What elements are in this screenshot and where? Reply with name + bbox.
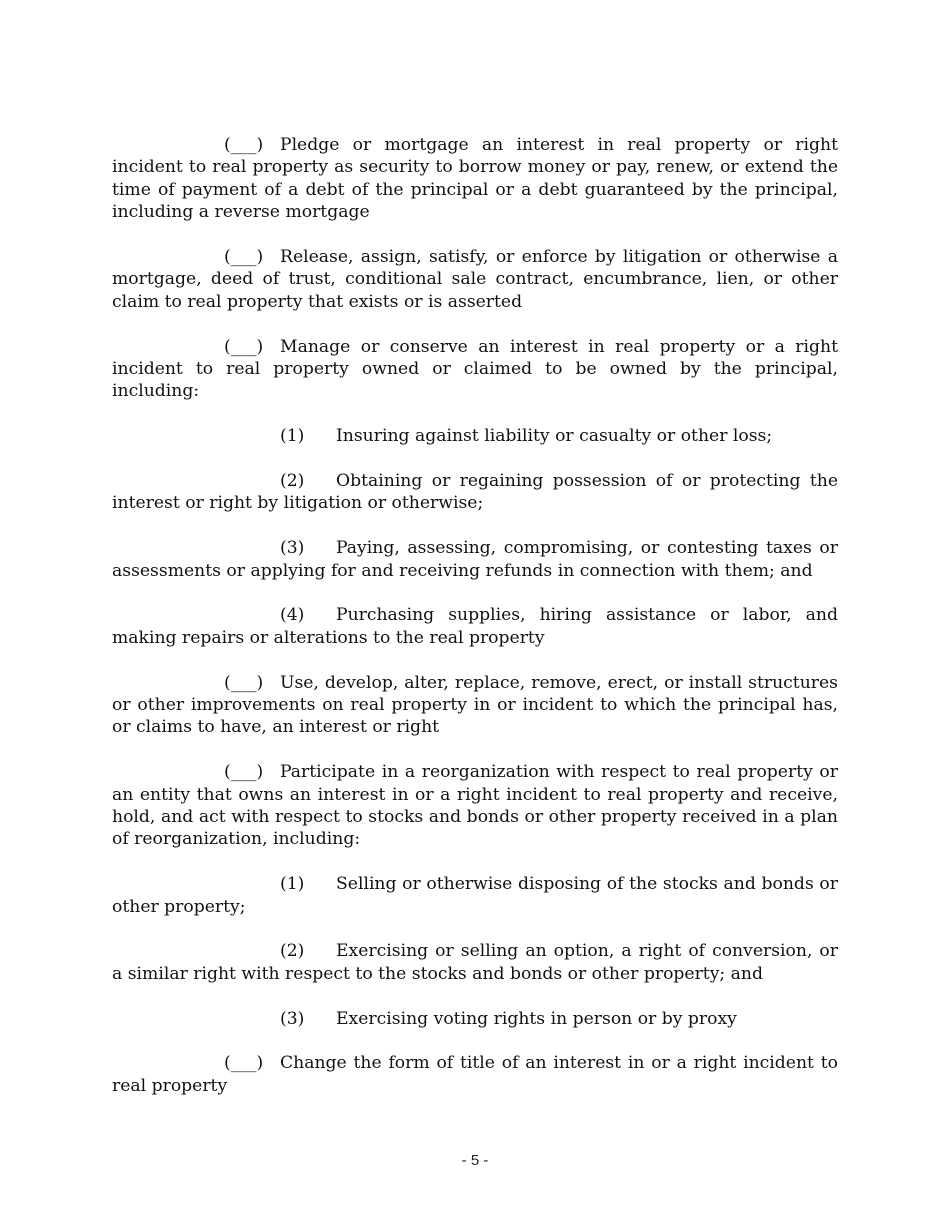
initial-blank[interactable]: (___) — [224, 1053, 264, 1074]
power-item-pledge-mortgage — [112, 134, 838, 224]
power-item-reorganization — [112, 761, 838, 851]
initial-blank[interactable]: (___) — [224, 336, 264, 357]
sub-item-number: (3) — [280, 538, 305, 559]
item-text: Release, assign, satisfy, or enforce by litigation or otherwise a mortgage, deed of trust, conditional sale contract, encumbrance, lien, or other claim to real property that exists or is asserted — [112, 247, 838, 312]
sub-item-supplies — [112, 604, 838, 649]
power-item-release-assign — [112, 246, 838, 313]
power-item-use-develop — [112, 672, 838, 739]
sub-item-text: Selling or otherwise disposing of the stocks and bonds or other property; — [112, 874, 838, 917]
sub-item-number: (1) — [280, 426, 305, 447]
initial-blank[interactable]: (___) — [224, 672, 264, 693]
sub-item-selling — [112, 873, 838, 918]
sub-item-taxes — [112, 537, 838, 582]
sub-item-voting — [112, 1008, 838, 1030]
power-item-manage-conserve — [112, 336, 838, 403]
item-text: Manage or conserve an interest in real property or a right incident to real property owned or claimed to be owned by the principal, including: — [112, 336, 838, 402]
initial-blank[interactable]: (___) — [224, 762, 264, 783]
item-text: Use, develop, alter, replace, remove, erect, or install structures or other improvements on real property in or incident to which the principal has, or claims to have, an interest or right — [112, 672, 838, 738]
item-text: Change the form of title of an interest in or a right incident to real property — [112, 1053, 838, 1096]
sub-item-number: (2) — [280, 471, 305, 492]
sub-item-number: (3) — [280, 1008, 305, 1029]
sub-item-text: Exercising voting rights in person or by proxy — [336, 1008, 737, 1029]
sub-item-number: (1) — [280, 874, 305, 895]
sub-item-option — [112, 940, 838, 985]
sub-item-text: Insuring against liability or casualty or other loss; — [336, 426, 773, 447]
initial-blank[interactable]: (___) — [224, 135, 264, 155]
sub-item-number: (2) — [280, 941, 305, 962]
page-number: - 5 - — [461, 1152, 489, 1169]
sub-item-insuring — [112, 425, 838, 447]
sub-item-text: Obtaining or regaining possession of or protecting the interest or right by litigation or otherwise; — [112, 471, 838, 514]
power-item-change-title — [112, 1052, 838, 1097]
sub-item-text: Exercising or selling an option, a right of conversion, or a similar right with respect to the stocks and bonds or other property; and — [112, 941, 838, 984]
sub-item-text: Paying, assessing, compromising, or contesting taxes or assessments or applying for and receiving refunds in connection with them; and — [112, 538, 838, 581]
item-text: Pledge or mortgage an interest in real property or right incident to real property as security to borrow money or pay, renew, or extend the time of payment of a debt of the principal or a debt guaranteed by the principal, including a reverse mortgage — [112, 135, 838, 223]
item-text: Participate in a reorganization with respect to real property or an entity that owns an interest in or a right incident to real property and receive, hold, and act with respect to stocks and bonds or other property received in a plan of reorganization, including: — [112, 762, 838, 850]
sub-item-number: (4) — [280, 605, 305, 626]
initial-blank[interactable]: (___) — [224, 247, 264, 268]
sub-item-possession — [112, 470, 838, 515]
document-body — [112, 134, 838, 1120]
sub-item-text: Purchasing supplies, hiring assistance or labor, and making repairs or alterations to the real property — [112, 605, 838, 648]
